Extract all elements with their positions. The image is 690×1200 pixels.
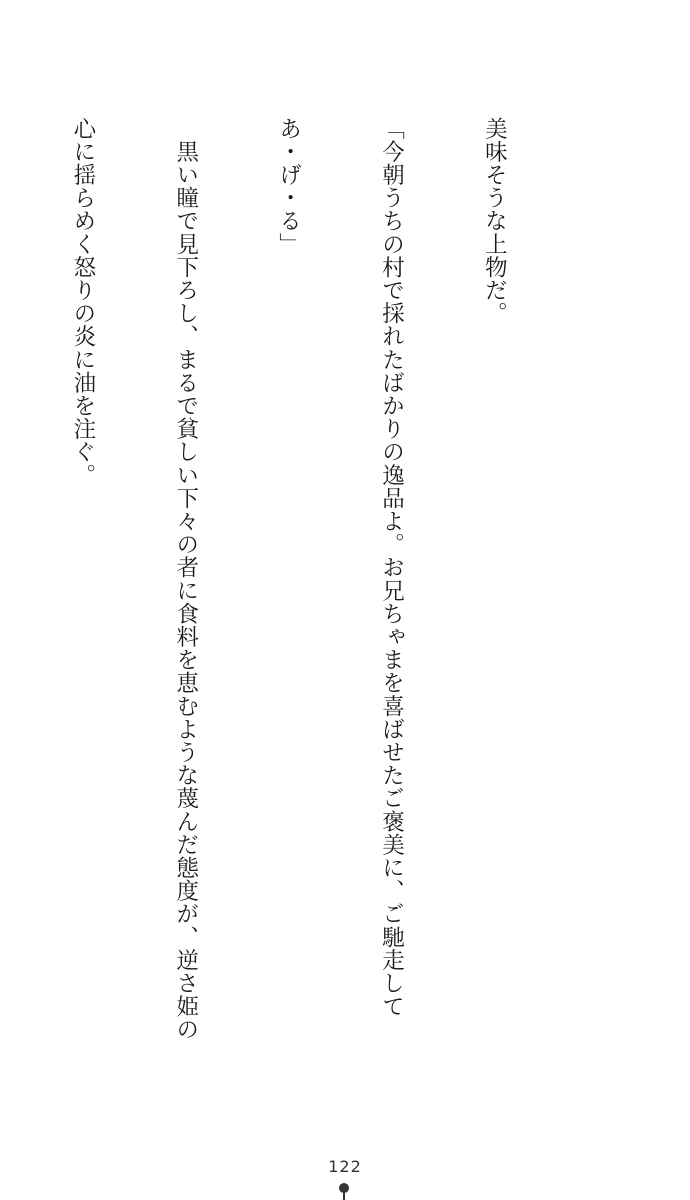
text-line: 心に揺らめく怒りの炎に油を注ぐ。 xyxy=(69,117,96,487)
text-line: 美味そうな上物だ。 xyxy=(481,117,508,325)
text-line: 黒い瞳で見下ろし、まるで貧しい下々の者に食料を恵むような蔑んだ態度が、逆さ姫の xyxy=(172,117,199,1041)
folio-stem-icon xyxy=(343,1192,345,1200)
page-number: 122 xyxy=(328,1157,362,1176)
vertical-text-body xyxy=(0,117,580,1041)
text-line: あ・げ・る」 xyxy=(275,117,302,256)
text-line: 「今朝うちの村で採れたばかりの逸品よ。お兄ちゃまを喜ばせたご褒美に、ご馳走して xyxy=(378,117,405,1018)
